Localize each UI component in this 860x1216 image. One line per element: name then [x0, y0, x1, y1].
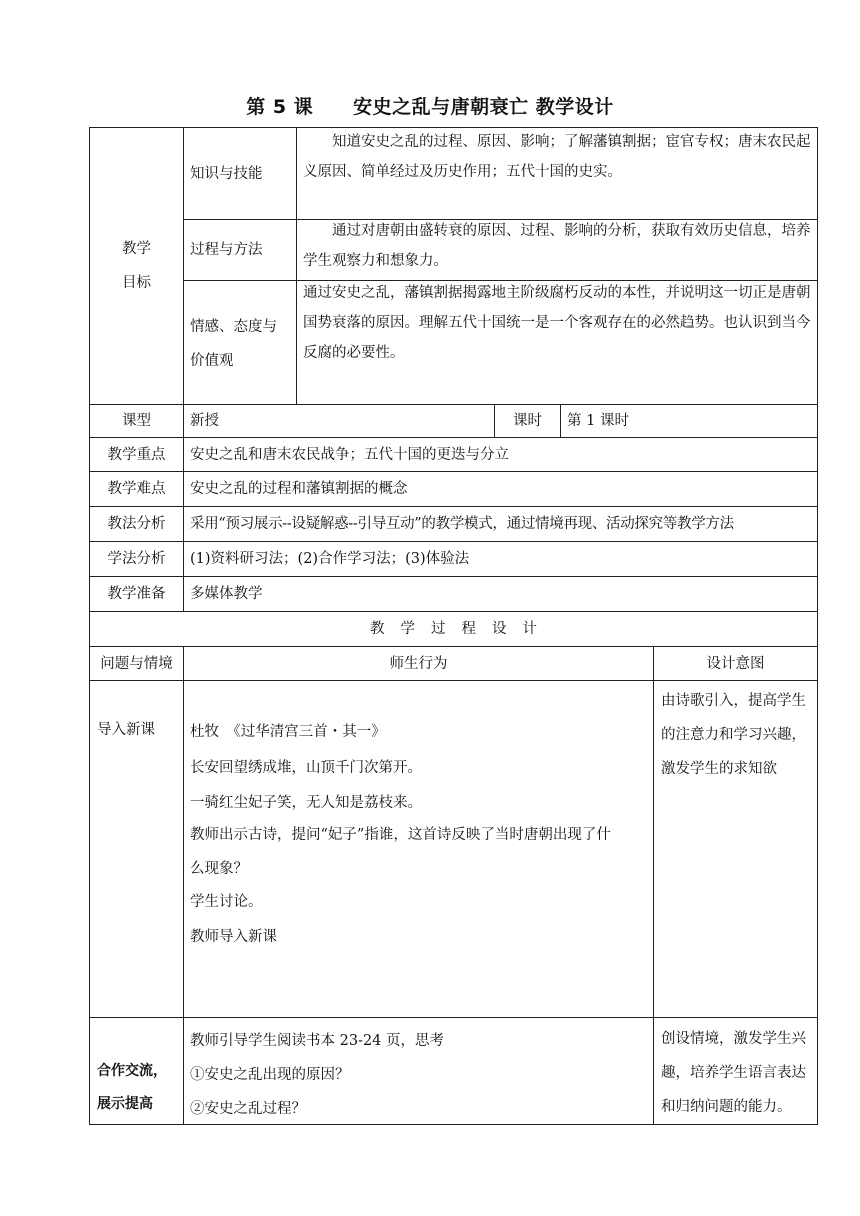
- intro-line-4: 教师出示古诗，提问“妃子”指谁，这首诗反映了当时唐朝出现了什: [190, 827, 611, 843]
- difficulty-label: 教学难点: [107, 481, 166, 497]
- emotion-label-line2: 价值观: [190, 353, 234, 369]
- intro-line-5: 么现象？: [190, 861, 248, 877]
- coop-line-3: ②安史之乱过程？: [190, 1101, 306, 1117]
- lesson-type-value: 新授: [190, 413, 219, 429]
- lesson-hours-value: 第 1 课时: [567, 413, 629, 429]
- intro-line-6: 学生讨论。: [190, 894, 263, 910]
- col-intent-header: 设计意图: [706, 655, 765, 672]
- preparation-label: 教学准备: [107, 586, 166, 602]
- coop-line-2: ①安史之乱出现的原因？: [190, 1067, 350, 1083]
- coop-intent: 创设情境，激发学生兴趣，培养学生语言表达和归纳问题的能力。: [661, 1031, 806, 1115]
- learning-method-value: (1)资料研习法；(2)合作学习法；(3)体验法: [190, 551, 470, 567]
- col-problem-header: 问题与情境: [100, 655, 173, 672]
- knowledge-label: 知识与技能: [190, 165, 263, 182]
- intro-intent: 由诗歌引入，提高学生的注意力和学习兴趣，激发学生的求知欲: [661, 693, 806, 777]
- lesson-title: 安史之乱与唐朝衰亡 教学设计: [353, 96, 614, 118]
- intro-line-2: 长安回望绣成堆，山顶千门次第开。: [190, 760, 422, 776]
- page-title: [0, 92, 860, 119]
- intro-line-7: 教师导入新课: [190, 929, 277, 945]
- coop-label: [97, 1055, 182, 1121]
- knowledge-text: 知道安史之乱的过程、原因、影响；了解藩镇割据；宦官专权；唐末农民起义原因、简单经过及历史作用；五代十国的史实。: [303, 134, 811, 180]
- key-points-value: 安史之乱和唐末农民战争；五代十国的更迭与分立: [190, 446, 509, 463]
- teaching-method-label: 教法分析: [107, 516, 166, 532]
- process-method-text: 通过对唐朝由盛转衰的原因、过程、影响的分析，获取有效历史信息，培养学生观察力和想象力。: [303, 223, 811, 269]
- intro-line-3: 一骑红尘妃子笑，无人知是荔枝来。: [190, 795, 422, 811]
- emotion-text: 通过安史之乱，藩镇割据揭露地主阶级腐朽反动的本性，并说明这一切正是唐朝国势衰落的原因。理解五代十国统一是一个客观存在的必然趋势。也认识到当今反腐的必要性。: [303, 285, 811, 361]
- coop-label-line2: 展示提高: [97, 1096, 153, 1112]
- emotion-label-line1: 情感、态度与: [190, 319, 277, 335]
- objectives-label: [90, 128, 183, 404]
- intro-label: 导入新课: [97, 722, 155, 738]
- preparation-value: 多媒体教学: [190, 586, 263, 602]
- difficulty-value: 安史之乱的过程和藩镇割据的概念: [190, 481, 408, 497]
- coop-label-line1: 合作交流，: [97, 1063, 167, 1079]
- process-method-label: 过程与方法: [190, 242, 263, 258]
- process-section-title: 教学过程设计: [370, 621, 553, 637]
- teaching-method-value: 采用“预习展示--设疑解惑--引导互动”的教学模式，通过情境再现、活动探究等教学方法: [190, 516, 734, 532]
- coop-line-1: 教师引导学生阅读书本 23-24 页，思考: [190, 1033, 445, 1049]
- col-behavior-header: 师生行为: [389, 655, 448, 672]
- lesson-number: 第 5 课: [246, 96, 314, 118]
- intro-line-1: 杜牧 《过华清宫三首・其一》: [190, 724, 386, 740]
- key-points-label: 教学重点: [107, 446, 166, 463]
- objectives-label-line1: 教学: [122, 241, 151, 257]
- lesson-hours-label: 课时: [513, 413, 542, 429]
- objectives-label-line2: 目标: [122, 275, 151, 291]
- emotion-label: [190, 310, 294, 370]
- lesson-type-label: 课型: [122, 413, 151, 429]
- learning-method-label: 学法分析: [107, 551, 166, 567]
